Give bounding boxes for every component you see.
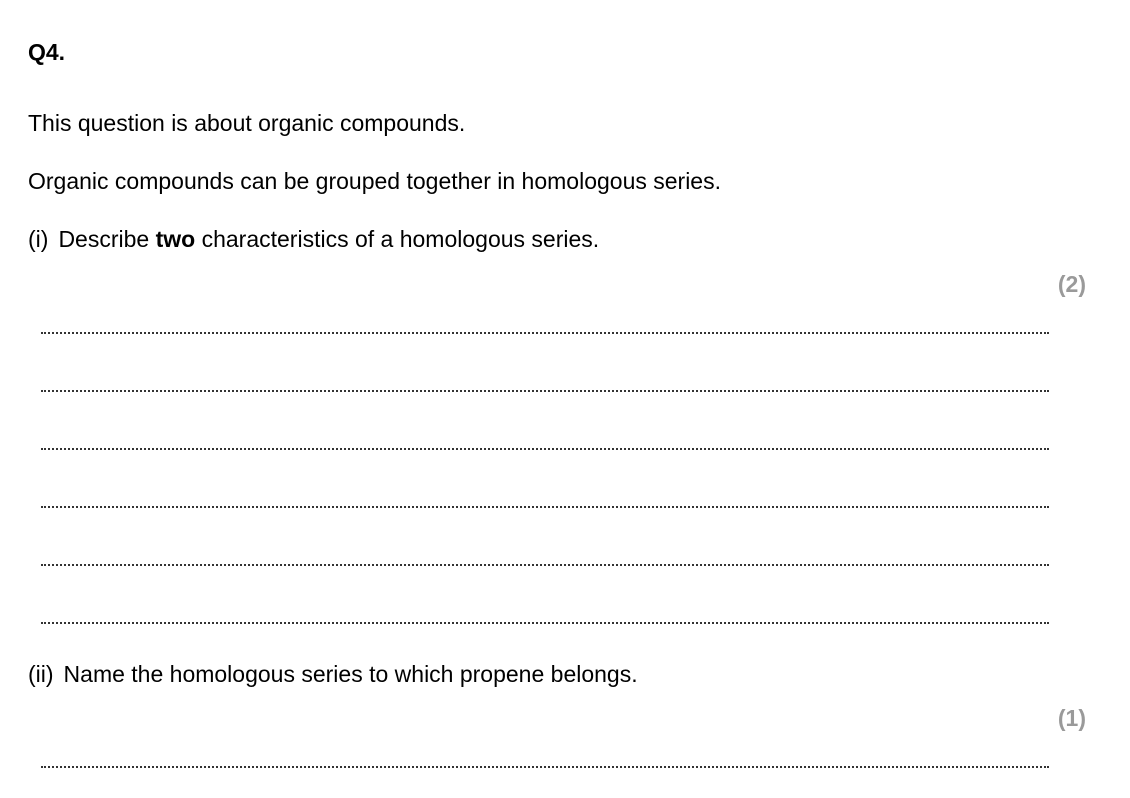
question-number: Q4.	[28, 39, 66, 65]
part-ii-text: Name the homologous series to which propene belongs.	[63, 661, 638, 687]
part-ii-label: (ii)	[28, 661, 54, 687]
part-i-answer-line-5[interactable]	[41, 564, 1049, 566]
part-ii-prompt	[28, 660, 638, 688]
part-i-prompt	[28, 225, 599, 253]
part-i-emphasis: two	[155, 226, 196, 252]
part-i-answer-line-3[interactable]	[41, 448, 1049, 450]
part-i-answer-line-2[interactable]	[41, 390, 1049, 392]
part-i-answer-line-4[interactable]	[41, 506, 1049, 508]
question-intro: This question is about organic compounds.	[28, 110, 466, 136]
part-i-label: (i)	[28, 226, 49, 252]
part-i-marks: (2)	[1057, 271, 1086, 297]
part-i-text-after: characteristics of a homologous series.	[195, 226, 600, 252]
part-i-answer-line-1[interactable]	[41, 332, 1049, 334]
part-ii-answer-line-1[interactable]	[41, 766, 1049, 768]
question-context: Organic compounds can be grouped together in homologous series.	[28, 168, 721, 194]
part-i-text-before: Describe	[58, 226, 156, 252]
part-ii-marks: (1)	[1057, 705, 1086, 731]
part-i-answer-line-6[interactable]	[41, 622, 1049, 624]
